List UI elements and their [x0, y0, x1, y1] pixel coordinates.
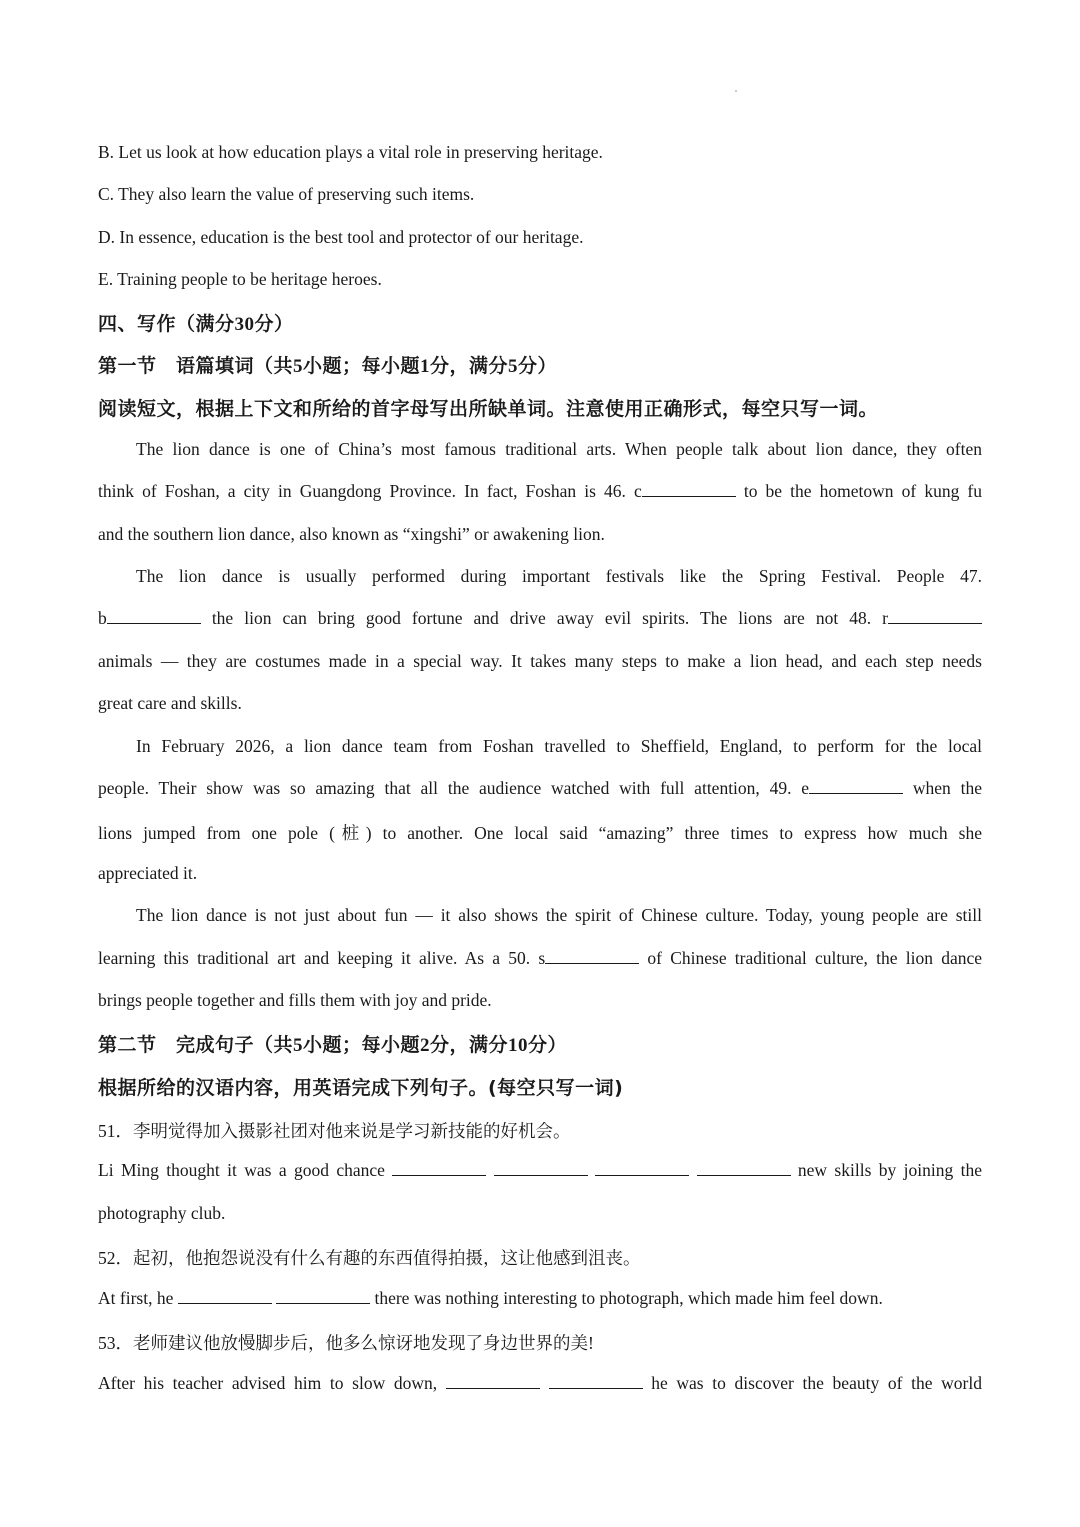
blank-46[interactable]: [642, 482, 736, 497]
passage-p2-line2: b the lion can bring good fortune and drive away evil spirits. The lions are not 48. r: [98, 608, 982, 629]
q53-chinese: 53．老师建议他放慢脚步后，他多么惊讶地发现了身边世界的美!: [98, 1333, 594, 1353]
q53-english: After his teacher advised him to slow down, he was to discover the beauty of the world: [98, 1373, 982, 1393]
blank-52-1[interactable]: [178, 1289, 272, 1304]
passage-p3-line3: lions jumped from one pole (桩) to another. One local said “amazing” three times to express how much she: [98, 823, 982, 843]
passage-p3-line4: appreciated it.: [98, 863, 198, 883]
part-1-heading: 第一节 语篇填词（共5小题；每小题1分，满分5分）: [98, 355, 558, 377]
blank-51-4[interactable]: [697, 1161, 791, 1176]
q51-chinese: 51．李明觉得加入摄影社团对他来说是学习新技能的好机会。: [98, 1121, 571, 1141]
part-2-instruction: 根据所给的汉语内容，用英语完成下列句子。(每空只写一词): [98, 1077, 624, 1099]
q52-english: At first, he there was nothing interesting to photograph, which made him feel down.: [98, 1288, 883, 1308]
passage-p1-line3: and the southern lion dance, also known as “xingshi” or awakening lion.: [98, 524, 605, 544]
passage-p1-line1: The lion dance is one of China’s most famous traditional arts. When people talk about lion dance, they often: [136, 439, 982, 459]
passage-p2-line3: animals — they are costumes made in a special way. It takes many steps to make a lion head, and each step needs: [98, 651, 982, 671]
blank-51-2[interactable]: [494, 1161, 588, 1176]
part-2-heading: 第二节 完成句子（共5小题；每小题2分，满分10分）: [98, 1034, 568, 1056]
section-4-heading: 四、写作（满分30分）: [98, 313, 294, 335]
part-1-instruction: 阅读短文，根据上下文和所给的首字母写出所缺单词。注意使用正确形式，每空只写一词。: [98, 398, 879, 420]
blank-51-1[interactable]: [392, 1161, 486, 1176]
q51-english-line2: photography club.: [98, 1203, 226, 1223]
passage-p3-line1: In February 2026, a lion dance team from Foshan travelled to Sheffield, England, to perform for the local: [136, 736, 982, 756]
blank-47[interactable]: [107, 609, 201, 624]
passage-p4-line1: The lion dance is not just about fun — it also shows the spirit of Chinese culture. Today, young people are still: [136, 905, 982, 925]
blank-49[interactable]: [809, 779, 903, 794]
blank-52-2[interactable]: [276, 1289, 370, 1304]
q52-chinese: 52．起初，他抱怨说没有什么有趣的东西值得拍摄，这让他感到沮丧。: [98, 1248, 641, 1268]
passage-p4-line2: learning this traditional art and keeping it alive. As a 50. s of Chinese traditional culture, the lion dance: [98, 948, 982, 968]
passage-p3-line2: people. Their show was so amazing that all the audience watched with full attention, 49. e when the: [98, 778, 983, 798]
blank-53-2[interactable]: [549, 1374, 643, 1389]
option-d: D. In essence, education is the best tool and protector of our heritage.: [98, 227, 584, 247]
option-e: E. Training people to be heritage heroes.: [98, 269, 382, 289]
option-c: C. They also learn the value of preserving such items.: [98, 184, 475, 204]
passage-p1-line2: think of Foshan, a city in Guangdong Province. In fact, Foshan is 46. c to be the hometown of kung fu: [98, 481, 983, 501]
blank-50[interactable]: [545, 949, 639, 964]
option-b: B. Let us look at how education plays a vital role in preserving heritage.: [98, 142, 603, 162]
passage-p2-line4: great care and skills.: [98, 693, 242, 713]
scan-speck: [735, 90, 737, 92]
passage-p4-line3: brings people together and fills them with joy and pride.: [98, 990, 492, 1010]
q51-english-line1: Li Ming thought it was a good chance new skills by joining the: [98, 1160, 983, 1180]
passage-p2-line1: The lion dance is usually performed during important festivals like the Spring Festival. People 47.: [136, 566, 982, 586]
blank-53-1[interactable]: [446, 1374, 540, 1389]
blank-51-3[interactable]: [595, 1161, 689, 1176]
blank-48[interactable]: [888, 609, 982, 624]
